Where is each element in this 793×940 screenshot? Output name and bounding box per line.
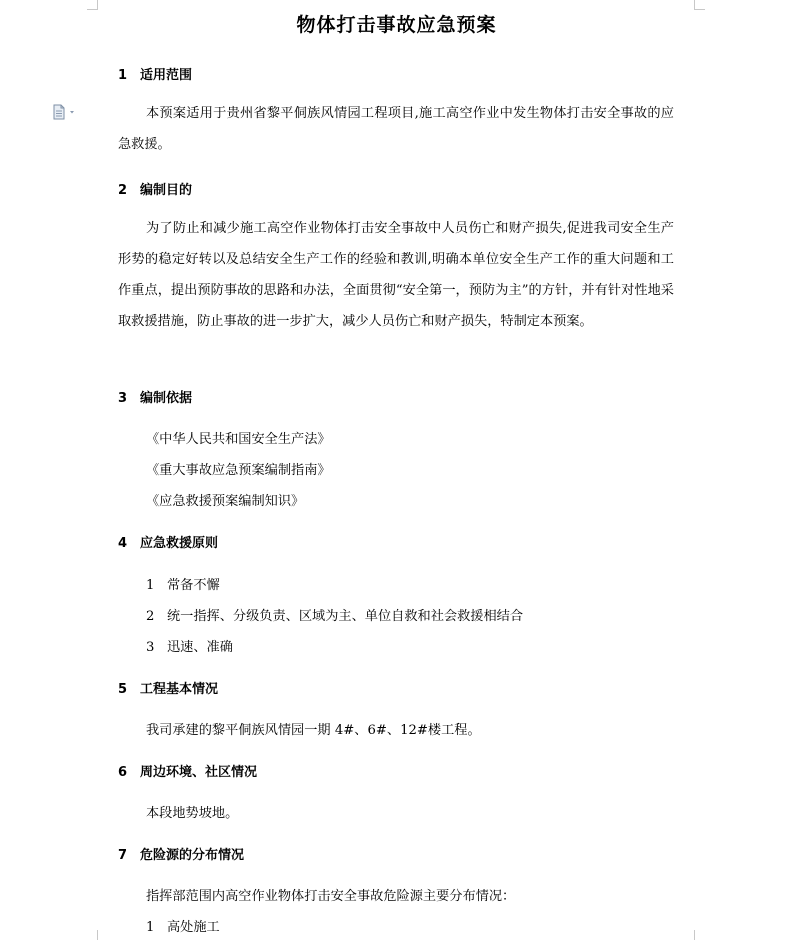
document-title: 物体打击事故应急预案: [296, 14, 497, 36]
section-heading: 7 危险源的分布情况: [118, 848, 245, 863]
list-item: 《重大事故应急预案编制指南》: [146, 463, 331, 478]
crop-mark: [97, 0, 98, 10]
crop-mark: [97, 930, 98, 940]
section-heading: 1 适用范围: [118, 68, 193, 83]
body-line: 我司承建的黎平侗族风情园一期 4#、6#、12#楼工程。: [146, 723, 481, 738]
section-heading: 6 周边环境、社区情况: [118, 765, 258, 780]
list-item: 1 常备不懈: [146, 578, 220, 593]
caret-down-icon: [70, 111, 74, 114]
section-heading: 3 编制依据: [118, 391, 193, 406]
document-page-icon-graphic: [52, 104, 76, 120]
section-paragraph: 为了防止和减少施工高空作业物体打击安全事故中人员伤亡和财产损失,促进我司安全生产形势的稳定好转以及总结安全生产工作的经验和教训,明确本单位安全生产工作的重大问题和工作重点，提出预防事故的思路和办法，全面贯彻“安全第一，预防为主”的方针，并有针对性地采取救援措施，防止事故的进一步扩大，减少人员伤亡和财产损失，特制定本预案。: [118, 221, 674, 329]
body-line: 指挥部范围内高空作业物体打击安全事故危险源主要分布情况：: [146, 889, 516, 904]
list-item: 3 迅速、准确: [146, 640, 233, 655]
document-page-icon[interactable]: [52, 104, 76, 120]
section-paragraph: 本预案适用于贵州省黎平侗族风情园工程项目,施工高空作业中发生物体打击安全事故的应急救援。: [118, 106, 674, 152]
list-item: 2 统一指挥、分级负责、区域为主、单位自救和社会救援相结合: [146, 609, 524, 624]
section-heading: 4 应急救援原则: [118, 536, 219, 551]
body-line: 本段地势坡地。: [146, 806, 239, 821]
list-item: 《中华人民共和国安全生产法》: [146, 432, 331, 447]
list-item: 《应急救援预案编制知识》: [146, 494, 305, 509]
section-heading: 5 工程基本情况: [118, 682, 219, 697]
section-heading: 2 编制目的: [118, 183, 193, 198]
list-item: 1 高处施工: [146, 920, 220, 935]
crop-mark: [694, 930, 695, 940]
